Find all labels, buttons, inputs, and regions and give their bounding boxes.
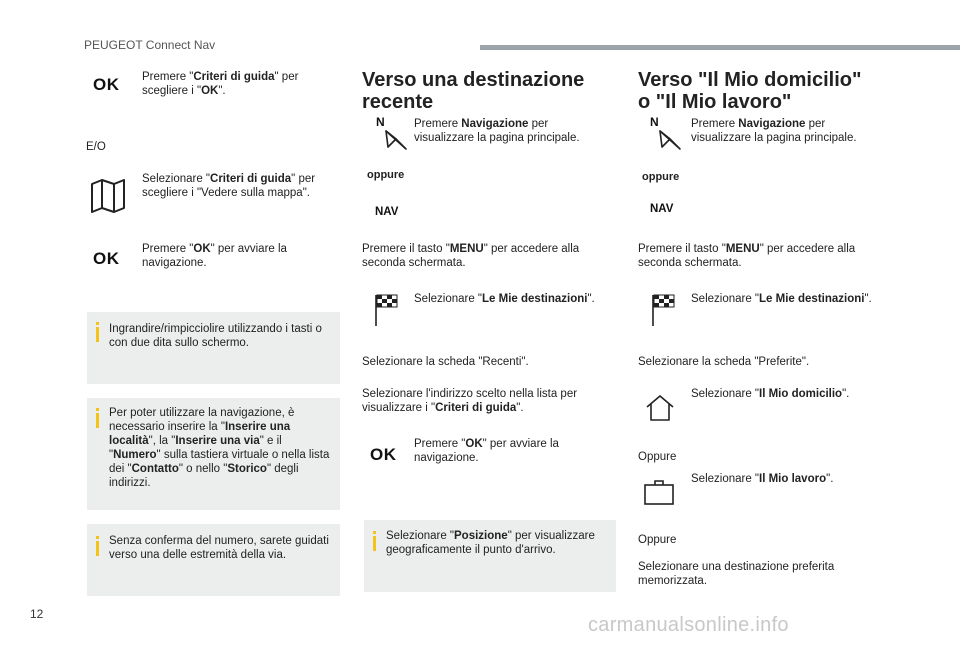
step-ok-start: Premere "OK" per avviare la navigazione. [142, 243, 287, 269]
info-note-position: Selezionare "Posizione" per visualizzare geograficamente il punto d'arrivo. [364, 520, 616, 592]
watermark: carmanualsonline.info [588, 614, 789, 636]
page-number: 12 [30, 607, 44, 621]
address-instruction: Selezionare l'indirizzo scelto nella lista per visualizzare i "Criteri di guida". [362, 388, 578, 414]
section-title-home-work: Verso "Il Mio domicilio" o "Il Mio lavoro" [638, 69, 862, 113]
step-my-destinations: Selezionare "Le Mie destinazioni". [691, 293, 872, 305]
map-icon [90, 178, 126, 214]
header-title: PEUGEOT Connect Nav [84, 38, 216, 52]
checkered-flag-icon [373, 293, 399, 327]
oppure-label: Oppure [638, 534, 677, 546]
and-or-label: E/O [86, 141, 106, 153]
ok-icon: OK [93, 75, 120, 94]
tab-recent-instruction: Selezionare la scheda "Recenti". [362, 356, 529, 368]
ok-icon: OK [370, 445, 397, 464]
info-icon [96, 322, 99, 325]
nav-button-icon: NAV [650, 203, 674, 215]
step-my-work: Selezionare "Il Mio lavoro". [691, 473, 834, 485]
navigation-compass-icon: N [650, 115, 684, 151]
home-icon [645, 393, 675, 423]
step-navigation-recent: Premere Navigazione per visualizzare la pagina principale. [414, 118, 580, 144]
oppure-label: oppure [367, 169, 405, 181]
section-title-recent: Verso una destinazione recente [362, 69, 585, 113]
step-my-destinations: Selezionare "Le Mie destinazioni". [414, 293, 595, 305]
oppure-label: oppure [642, 171, 680, 183]
info-note-zoom: Ingrandire/rimpicciolire utilizzando i tasti o con due dita sullo schermo. [87, 312, 340, 384]
info-icon [373, 531, 376, 534]
header-bar [480, 45, 960, 50]
ok-icon: OK [93, 249, 120, 268]
menu-instruction: Premere il tasto "MENU" per accedere alla seconda schermata. [638, 243, 856, 269]
step-navigation-home: Premere Navigazione per visualizzare la pagina principale. [691, 118, 857, 144]
info-note-number: Senza conferma del numero, sarete guidati verso una delle estremità della via. [87, 524, 340, 596]
step-ok-start-recent: Premere "OK" per avviare la navigazione. [414, 438, 559, 464]
info-icon [96, 536, 99, 539]
step-criteri-map: Selezionare "Criteri di guida" per scegliere i "Vedere sulla mappa". [142, 173, 316, 199]
oppure-label: Oppure [638, 451, 677, 463]
navigation-compass-icon: N [376, 115, 410, 151]
checkered-flag-icon [650, 293, 676, 327]
briefcase-icon [643, 478, 675, 506]
step-criteri-ok: Premere "Criteri di guida" per scegliere i "OK". [142, 71, 299, 97]
tab-favorites-instruction: Selezionare la scheda "Preferite". [638, 356, 810, 368]
info-icon [96, 408, 99, 411]
menu-instruction: Premere il tasto "MENU" per accedere alla seconda schermata. [362, 243, 580, 269]
favorite-destination-instruction: Selezionare una destinazione preferita memorizzata. [638, 561, 835, 587]
step-my-home: Selezionare "Il Mio domicilio". [691, 388, 850, 400]
info-note-address: Per poter utilizzare la navigazione, è necessario inserire la "Inserire una località", la "Inserire una via" e il "Numero" sulla tastiera virtuale o nella lista dei "Contatto" o nello "Storico" degli indirizzi. [87, 398, 340, 510]
nav-button-icon: NAV [375, 206, 399, 218]
